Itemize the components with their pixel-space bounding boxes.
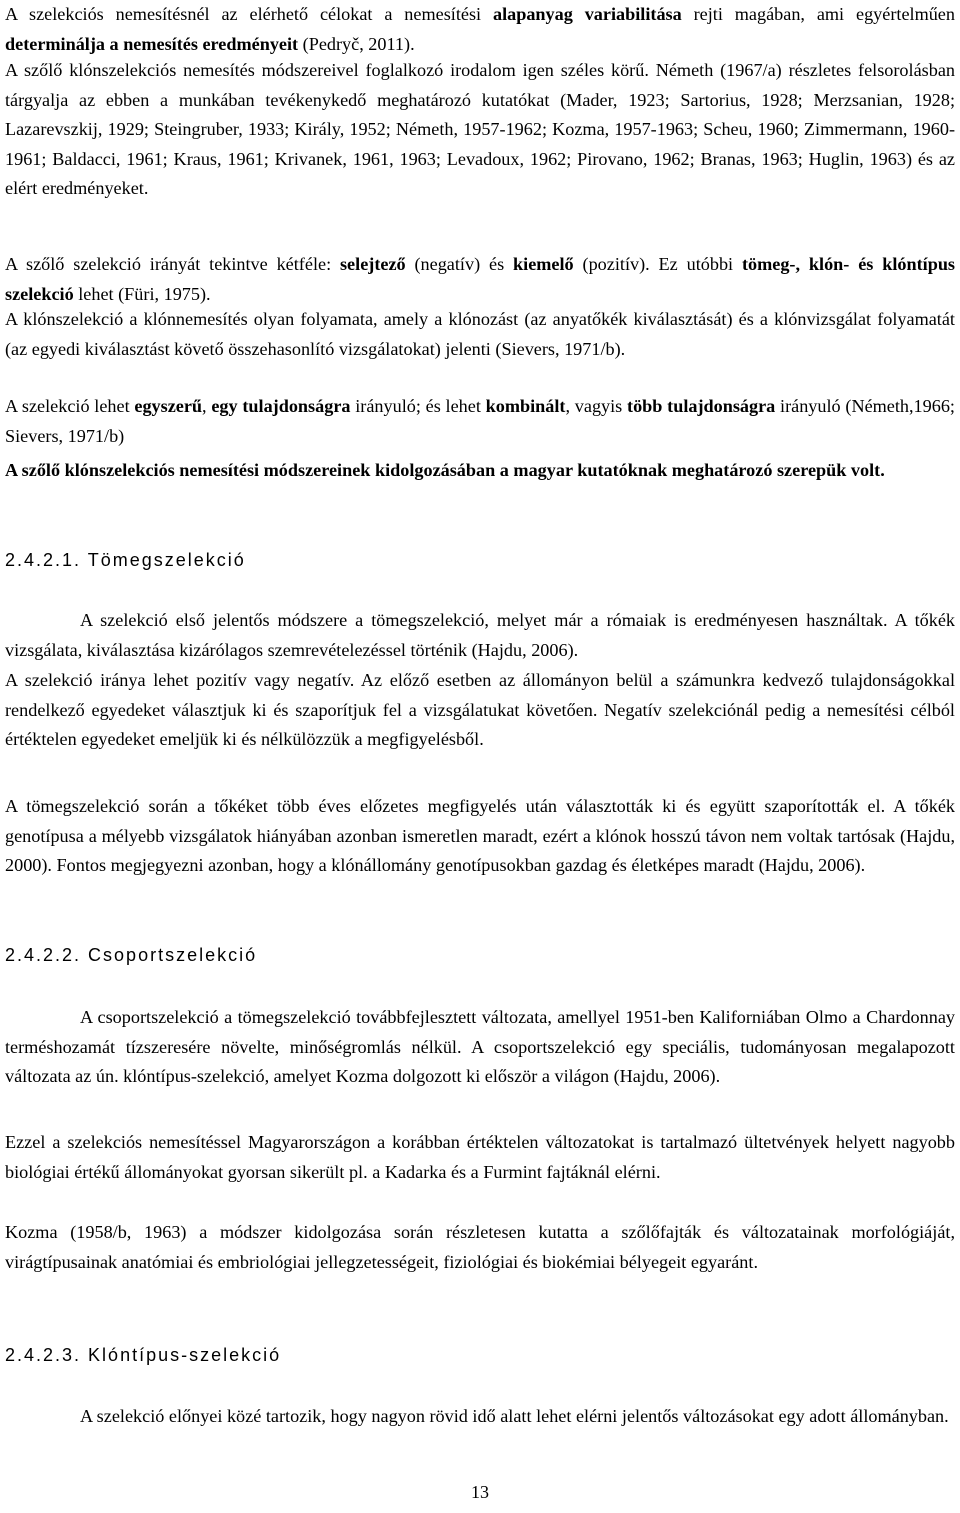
paragraph-kozma-research: Kozma (1958/b, 1963) a módszer kidolgozása során részletesen kutatta a szőlőfajták és változatainak morfológiáját, virágtípusainak anatómiai és embriológiai jellegzetességeit, fiziológiai és biokémiai bélyegeit egyaránt.	[5, 1222, 955, 1272]
bold-text: tömeg-, klón- és klóntípus szelekció	[5, 254, 956, 304]
paragraph-literature: A szőlő klónszelekciós nemesítés módszereivel foglalkozó irodalom igen széles körű. Németh (1967/a) részletes felsorolásban tárgyalja az ebben a munkában tevékenykedő meghatározó kutatókat (Mader, 1923; Sartorius, 1928; Merzsanian, 1928; Lazarevszkij, 1929; Steingruber, 1933; Király, 1952; Németh, 1957-1962; Kozma, 1957-1963; Scheu, 1960; Zimmermann, 1960-1961; Baldacci, 1961; Kraus, 1961; Krivanek, 1961, 1963; Levadoux, 1962; Pirovano, 1962; Branas, 1963; Huglin, 1963) és az elért eredményeket.	[5, 60, 955, 198]
bold-text: kombinált	[485, 396, 566, 416]
bold-text: több tulajdonságra	[627, 396, 776, 416]
section-heading-mass-selection: 2.4.2.1. Tömegszelekció	[5, 550, 246, 570]
bold-text: egyszerű	[134, 396, 203, 416]
paragraph-variability: A szelekciós nemesítésnél az elérhető célokat a nemesítési alapanyag variabilitása rejti magában, ami egyértelműen determinálja a nemesítés eredményeit (Pedryč, 2011).	[5, 4, 955, 54]
paragraph-clone-selection: A klónszelekció a klónnemesítés olyan folyamata, amely a klónozást (az anyatőkék kiválasztását) és a klónvizsgálat folyamatát (az egyedi kiválasztást követő összehasonlító vizsgálatokat) jelenti (Sievers, 1971/b).	[5, 309, 955, 359]
paragraph-selection-types: A szelekció lehet egyszerű, egy tulajdonságra irányuló; és lehet kombinált, vagyis több tulajdonságra irányuló (Németh,1966; Sievers, 1971/b)	[5, 396, 955, 446]
bold-text: alapanyag variabilitása	[492, 4, 682, 24]
bold-text: determinálja a nemesítés eredményeit	[5, 33, 299, 54]
paragraph-hungary-results: Ezzel a szelekciós nemesítéssel Magyarországon a korábban értéktelen változatokat is tartalmazó ültetvények helyett nagyobb biológiai értékű állományokat gyorsan sikerült pl. a Kadarka és a Furmint fajtáknál elérni.	[5, 1132, 955, 1182]
paragraph-hungarian-researchers: A szőlő klónszelekciós nemesítési módszereinek kidolgozásában a magyar kutatóknak meghatározó szerepük volt.	[5, 460, 885, 480]
paragraph-clone-type-advantages: A szelekció előnyei közé tartozik, hogy nagyon rövid idő alatt lehet elérni jelentős változásokat egy adott állományban.	[80, 1406, 949, 1426]
paragraph-mass-selection-process: A tömegszelekció során a tőkéket több éves előzetes megfigyelés után választották ki és együtt szaporították el. A tőkék genotípusa a mélyebb vizsgálatok hiányában azonban ismeretlen maradt, ezért a klónok hosszú távon nem voltak tartósak (Hajdu, 2000). Fontos megjegyezni azonban, hogy a klónállomány genotípusokban gazdag és életképes maradt (Hajdu, 2006).	[5, 796, 955, 875]
paragraph-selection-direction: A szőlő szelekció irányát tekintve kétféle: selejtező (negatív) és kiemelő (pozitív). Ez utóbbi tömeg-, klón- és klóntípus szelekció lehet (Füri, 1975).	[5, 254, 956, 304]
paragraph-group-selection-intro: A csoportszelekció a tömegszelekció továbbfejlesztett változata, amellyel 1951-ben Kaliforniában Olmo a Chardonnay terméshozamát tízszeresére növelte, minőségromlás nélkül. A csoportszelekció egy speciális, tudományosan megalapozott változata az ún. klóntípus-szelekció, amelyet Kozma dolgozott ki először a világon (Hajdu, 2006).	[5, 1007, 955, 1086]
section-heading-group-selection: 2.4.2.2. Csoportszelekció	[5, 945, 258, 965]
bold-text: selejtező	[339, 254, 406, 274]
bold-text: egy tulajdonságra	[211, 396, 351, 416]
page-number: 13	[471, 1482, 489, 1502]
bold-text: kiemelő	[513, 254, 574, 274]
paragraph-mass-selection-intro: A szelekció első jelentős módszere a tömegszelekció, melyet már a rómaiak is eredményesen használtak. A tőkék vizsgálata, kiválasztása kizárólagos szemrevételezéssel történik (Hajdu, 2006).	[5, 610, 955, 660]
paragraph-selection-polarity: A szelekció iránya lehet pozitív vagy negatív. Az előző esetben az állományon belül a számunkra kedvező tulajdonságokkal rendelkező egyedeket választjuk ki és szaporítjuk fel a vizsgálatukat követően. Negatív szelekciónál pedig a nemesítési célból értéktelen egyedeket emeljük ki és nélkülözzük a megfigyelésből.	[5, 670, 955, 749]
section-heading-clone-type-selection: 2.4.2.3. Klóntípus-szelekció	[5, 1345, 282, 1365]
